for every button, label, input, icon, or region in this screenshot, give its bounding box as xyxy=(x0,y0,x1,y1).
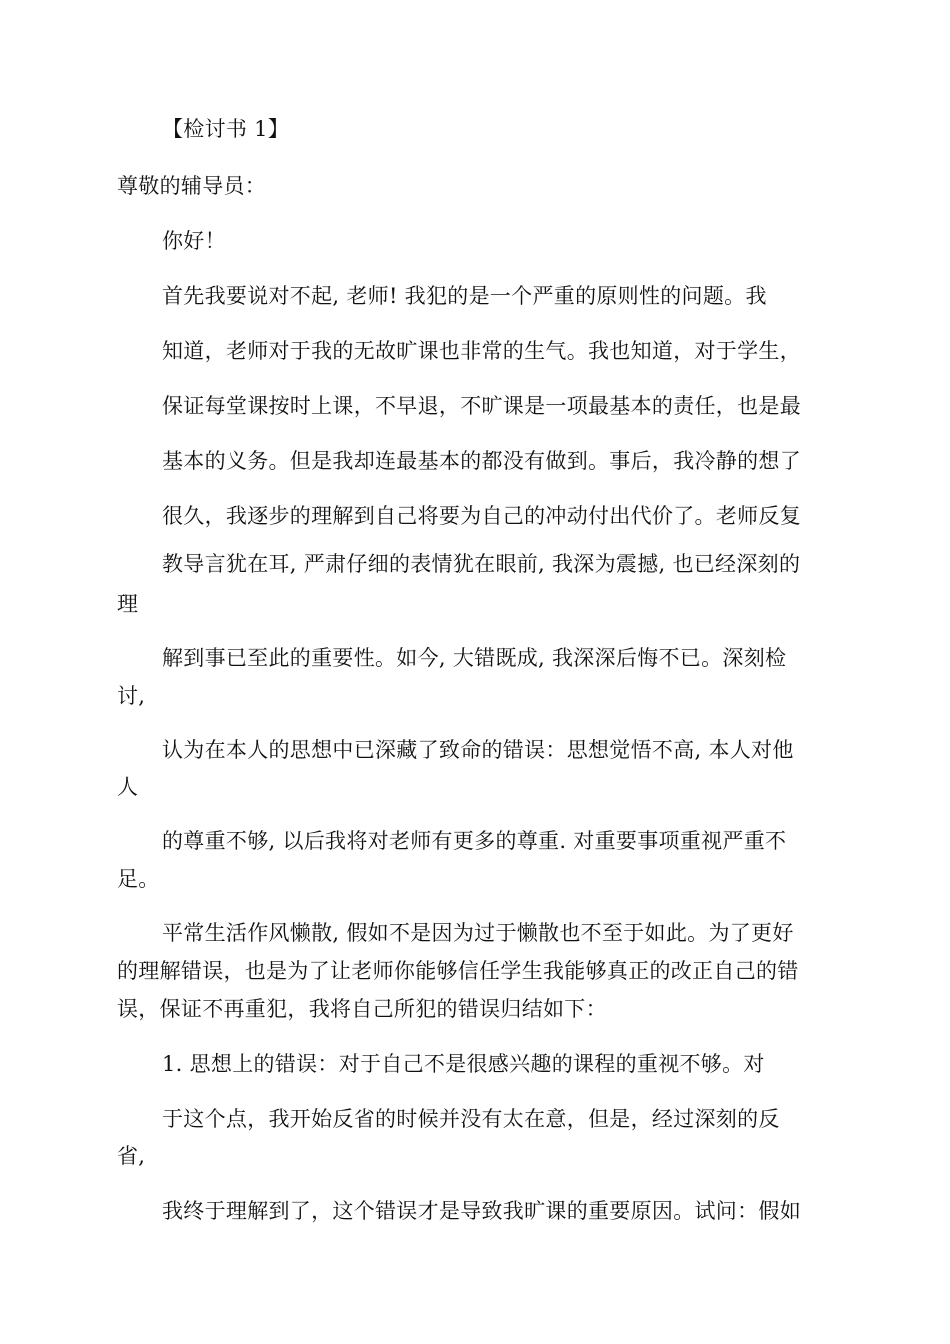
body-line: 的理解错误，也是为了让老师你能够信任学生我能够真正的改正自己的错 xyxy=(117,959,799,983)
greeting: 你好！ xyxy=(162,229,226,253)
salutation: 尊敬的辅导员： xyxy=(117,174,267,198)
body-line: 误，保证不再重犯，我将自己所犯的错误归结如下： xyxy=(117,997,607,1021)
body-line: 解到事已至此的重要性。如今, 大错既成, 我深深后悔不已。深刻检 xyxy=(162,646,787,670)
list-item: 1. 思想上的错误：对于自己不是很感兴趣的课程的重视不够。对 xyxy=(162,1052,765,1076)
body-line: 于这个点，我开始反省的时候并没有太在意，但是，经过深刻的反 xyxy=(162,1107,780,1131)
body-line: 保证每堂课按时上课，不早退，不旷课是一项最基本的责任，也是最 xyxy=(162,394,801,418)
body-line-wrap: 足。 xyxy=(117,867,160,891)
body-line-wrap: 理 xyxy=(117,592,139,616)
body-line: 知道，老师对于我的无故旷课也非常的生气。我也知道，对于学生， xyxy=(162,339,801,363)
body-line: 认为在本人的思想中已深藏了致命的错误：思想觉悟不高, 本人对他 xyxy=(162,738,794,762)
document-title: 【检讨书 1】 xyxy=(162,117,290,141)
body-line: 平常生活作风懒散, 假如不是因为过于懒散也不至于如此。为了更好 xyxy=(162,921,794,945)
body-line: 基本的义务。但是我却连最基本的都没有做到。事后，我冷静的想了 xyxy=(162,449,801,473)
body-line-wrap: 人 xyxy=(117,775,139,799)
body-line: 首先我要说对不起, 老师! 我犯的是一个严重的原则性的问题。我 xyxy=(162,284,767,308)
body-line-wrap: 讨, xyxy=(117,684,146,708)
body-line: 很久，我逐步的理解到自己将要为自己的冲动付出代价了。老师反复 xyxy=(162,504,801,528)
body-line: 的尊重不够, 以后我将对老师有更多的尊重. 对重要事项重视严重不 xyxy=(162,829,787,853)
body-line: 教导言犹在耳, 严肃仔细的表情犹在眼前, 我深为震撼, 也已经深刻的 xyxy=(162,552,801,576)
body-line: 我终于理解到了，这个错误才是导致我旷课的重要原因。试问：假如 xyxy=(162,1199,801,1223)
body-line-wrap: 省, xyxy=(117,1144,146,1168)
